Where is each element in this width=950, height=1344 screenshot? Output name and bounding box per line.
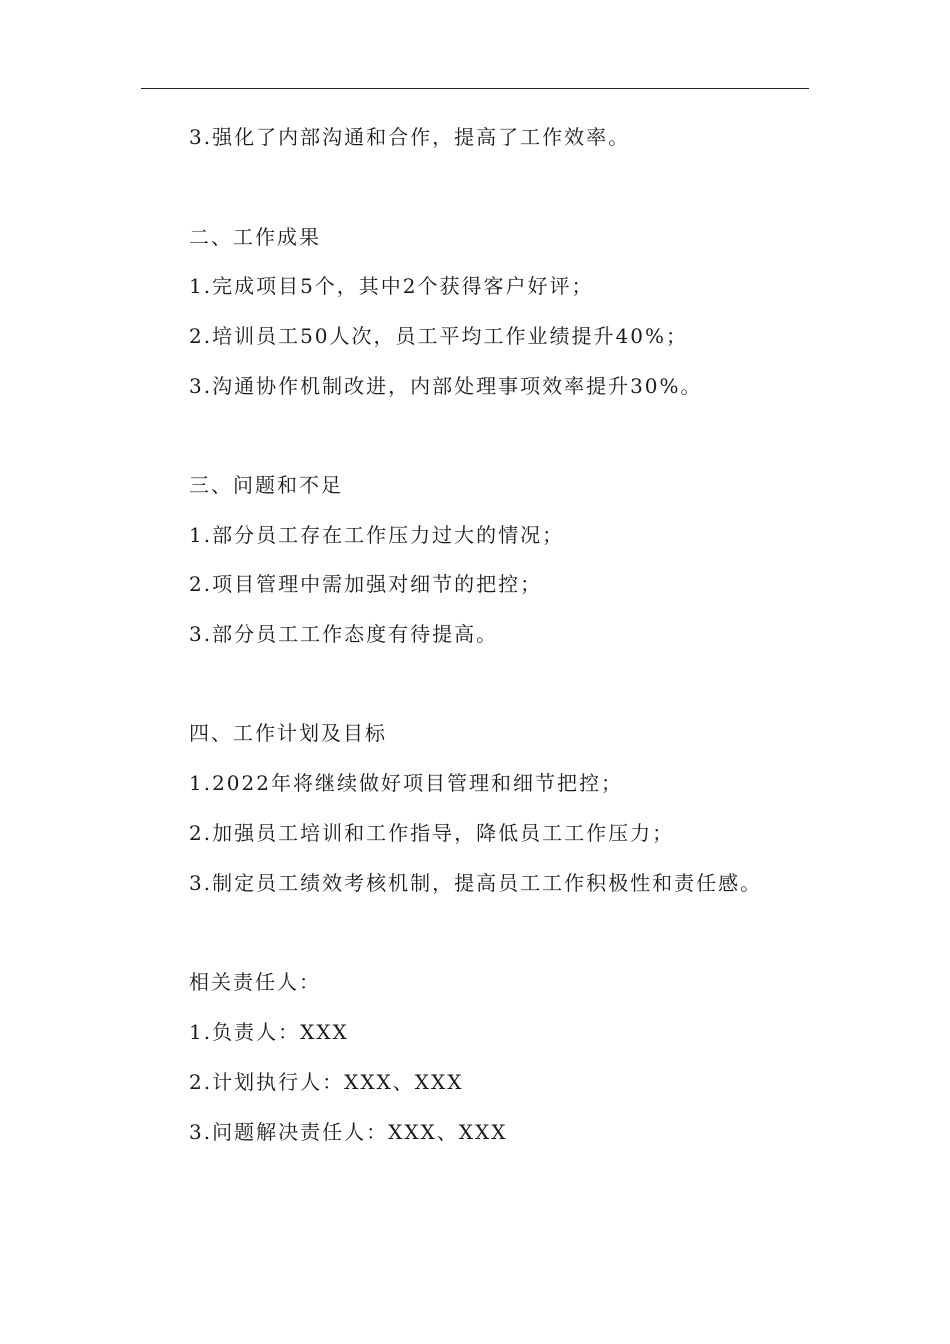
problems-item-3: 3.部分员工工作态度有待提高。: [189, 622, 499, 646]
section-heading-plan: 四、工作计划及目标: [189, 721, 387, 745]
problems-item-2: 2.项目管理中需加强对细节的把控；: [189, 572, 543, 596]
responsible-item-2: 2.计划执行人：XXX、XXX: [189, 1070, 464, 1094]
plan-item-3: 3.制定员工绩效考核机制，提高员工工作积极性和责任感。: [189, 871, 763, 895]
header-rule: [141, 88, 809, 89]
plan-item-1: 1.2022年将继续做好项目管理和细节把控；: [189, 771, 623, 795]
section-heading-problems: 三、问题和不足: [189, 473, 343, 497]
responsible-item-3: 3.问题解决责任人：XXX、XXX: [189, 1120, 508, 1144]
results-item-2: 2.培训员工50人次，员工平均工作业绩提升40%；: [189, 324, 688, 348]
problems-item-1: 1.部分员工存在工作压力过大的情况；: [189, 523, 565, 547]
responsible-heading: 相关责任人：: [189, 970, 321, 994]
responsible-item-1: 1.负责人：XXX: [189, 1020, 349, 1044]
section-heading-results: 二、工作成果: [189, 225, 321, 249]
plan-item-2: 2.加强员工培训和工作指导，降低员工工作压力；: [189, 821, 675, 845]
summary-item-3: 3.强化了内部沟通和合作，提高了工作效率。: [189, 125, 631, 149]
results-item-3: 3.沟通协作机制改进，内部处理事项效率提升30%。: [189, 374, 703, 398]
results-item-1: 1.完成项目5个，其中2个获得客户好评；: [189, 274, 594, 298]
